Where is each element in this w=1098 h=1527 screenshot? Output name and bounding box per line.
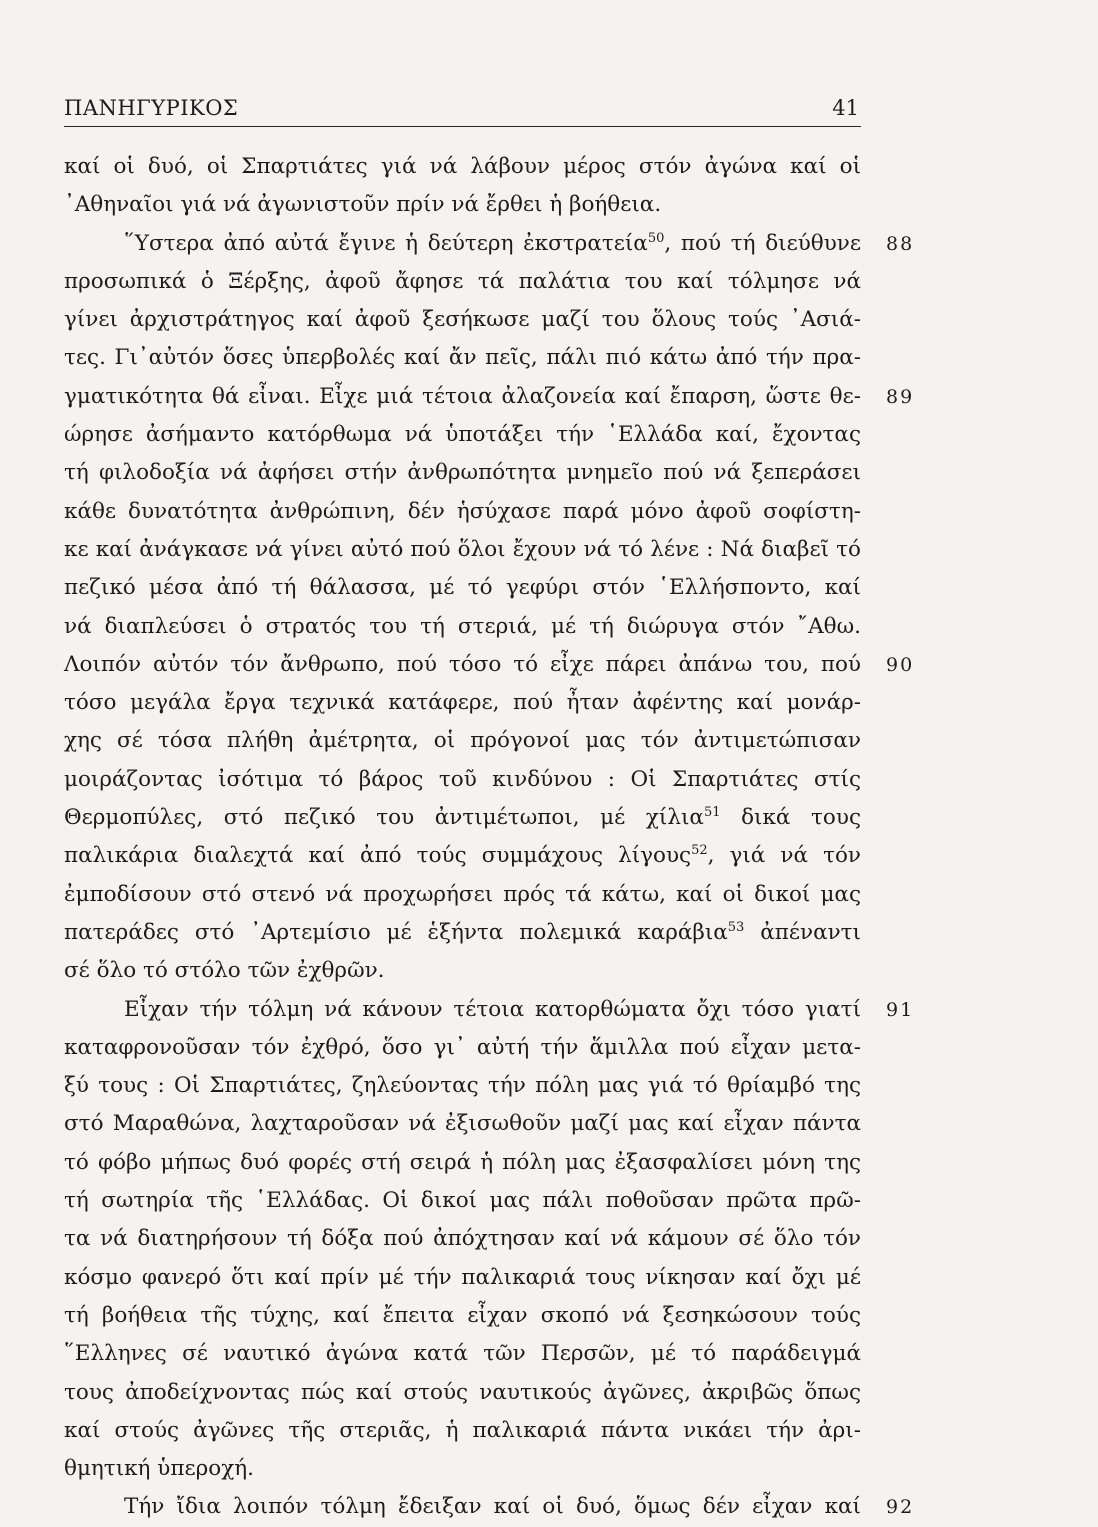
text-line xyxy=(64,301,861,339)
line-text xyxy=(64,225,861,263)
line-main-text: θμητική ὑπεροχή. xyxy=(64,1456,254,1482)
margin-section-number: 91 xyxy=(886,998,915,1021)
text-line xyxy=(64,378,915,416)
line-main-text: καί στούς ἀγῶνες τῆς στεριᾶς, ἡ παλικαριά πάντα νικάει τήν ἀρι- xyxy=(64,1417,861,1443)
text-line xyxy=(64,569,861,607)
text-line xyxy=(64,1259,861,1297)
line-text xyxy=(64,914,861,952)
line-main-text: παλικάρια διαλεχτά καί ἀπό τούς συμμάχους λίγους xyxy=(64,843,692,869)
line-main-text: ώρησε ἀσήμαντο κατόρθωμα νά ὑποτάξει τήν ῾Ελλάδα καί, ἔχοντας xyxy=(64,422,861,448)
line-text xyxy=(64,952,861,990)
line-text xyxy=(64,378,861,416)
text-line xyxy=(64,1488,915,1526)
line-continuation-text: , γιά νά τόν xyxy=(707,843,861,869)
line-main-text: ῞Υστερα ἀπό αὐτά ἔγινε ἡ δεύτερη ἐκστρατεία xyxy=(124,230,648,256)
line-text xyxy=(64,1067,861,1105)
line-main-text: τόσο μεγάλα ἔργα τεχνικά κατάφερε, πού ἦταν ἀφέντης καί μονάρ- xyxy=(64,690,861,716)
page-header xyxy=(64,92,861,127)
line-main-text: κάθε δυνατότητα ἀνθρώπινη, δέν ἡσύχασε παρά μόνο ἀφοῦ σοφίστη- xyxy=(64,498,861,524)
text-line xyxy=(64,761,861,799)
line-text xyxy=(64,684,861,722)
line-text xyxy=(64,1220,861,1258)
text-line xyxy=(64,416,861,454)
line-text xyxy=(64,1297,861,1335)
text-line xyxy=(64,837,861,875)
line-main-text: Λοιπόν αὐτόν τόν ἄνθρωπο, πού τόσο τό εἶχε πάρει ἀπάνω του, πού xyxy=(64,651,861,677)
running-title: ΠΑΝΗΓΥΡΙΚΟΣ xyxy=(64,96,239,120)
footnote-marker: 50 xyxy=(647,230,665,246)
line-main-text: κε καί ἀνάγκασε νά γίνει αὐτό πού ὅλοι ἔχουν νά τό λένε : Νά διαβεῖ τό xyxy=(64,536,861,562)
line-text xyxy=(64,1374,861,1412)
text-line xyxy=(64,608,861,646)
line-text xyxy=(64,1182,861,1220)
line-text xyxy=(64,454,861,492)
line-text xyxy=(64,186,861,224)
text-line xyxy=(64,1412,861,1450)
line-main-text: ἐμποδίσουν στό στενό νά προχωρήσει πρός τά κάτω, καί οἱ δικοί μας xyxy=(64,881,861,907)
text-line xyxy=(64,799,861,837)
line-text xyxy=(64,1412,861,1450)
line-continuation-text: δικά τους xyxy=(720,805,861,831)
line-main-text: νά διαπλεύσει ὁ στρατός του τή στεριά, μέ τή διώρυγα στόν ῎Αθω. xyxy=(64,613,861,639)
line-main-text: τό φόβο μήπως δυό φορές στή σειρά ἡ πόλη μας ἐξασφαλίσει μόνη της xyxy=(64,1149,861,1175)
line-continuation-text: ἀπέναντι xyxy=(744,919,861,945)
margin-section-number: 92 xyxy=(886,1496,915,1519)
text-line xyxy=(64,914,861,952)
line-text xyxy=(64,493,861,531)
line-text xyxy=(64,1029,861,1067)
line-main-text: καταφρονοῦσαν τόν ἐχθρό, ὅσο γι᾿ αὐτή τήν ἅμιλλα πού εἶχαν μετα- xyxy=(64,1034,861,1060)
text-line xyxy=(64,1182,861,1220)
text-line xyxy=(64,1144,861,1182)
line-main-text: πεζικό μέσα ἀπό τή θάλασσα, μέ τό γεφύρι στόν ῾Ελλήσποντο, καί xyxy=(64,575,861,601)
line-main-text: κόσμο φανερό ὅτι καί πρίν μέ τήν παλικαριά τους νίκησαν καί ὄχι μέ xyxy=(64,1264,861,1290)
text-line xyxy=(64,531,861,569)
text-line xyxy=(64,1220,861,1258)
line-main-text: προσωπικά ὁ Ξέρξης, ἀφοῦ ἄφησε τά παλάτια του καί τόλμησε νά xyxy=(64,268,861,294)
text-line xyxy=(64,1374,861,1412)
line-main-text: Τήν ἴδια λοιπόν τόλμη ἔδειξαν καί οἱ δυό, ὅμως δέν εἶχαν καί xyxy=(124,1494,861,1520)
margin-section-number: 90 xyxy=(886,653,915,676)
text-line xyxy=(64,225,915,263)
line-main-text: χης σέ τόσα πλήθη ἀμέτρητα, οἱ πρόγονοί μας τόν ἀντιμετώπισαν xyxy=(64,728,861,754)
line-text xyxy=(64,148,861,186)
text-line xyxy=(64,493,861,531)
text-line xyxy=(64,263,861,301)
line-text xyxy=(64,339,861,377)
text-line xyxy=(64,1105,861,1143)
line-text xyxy=(64,1450,861,1488)
line-text xyxy=(64,722,861,760)
line-text xyxy=(64,799,861,837)
text-line xyxy=(64,684,861,722)
footnote-marker: 53 xyxy=(727,919,745,935)
text-line xyxy=(64,722,861,760)
line-main-text: Θερμοπύλες, στό πεζικό του ἀντιμέτωποι, μέ χίλια xyxy=(64,805,704,831)
line-text xyxy=(64,1488,861,1526)
line-main-text: τους ἀποδείχνοντας πώς καί στούς ναυτικούς ἀγῶνες, ἀκριβῶς ὅπως xyxy=(64,1379,861,1405)
text-line xyxy=(64,1297,861,1335)
line-main-text: ξύ τους : Οἱ Σπαρτιάτες, ζηλεύοντας τήν πόλη μας γιά τό θρίαμβό της xyxy=(64,1073,861,1099)
line-text xyxy=(64,646,861,684)
line-main-text: ᾿Αθηναῖοι γιά νά ἀγωνιστοῦν πρίν νά ἔρθει ἡ βοήθεια. xyxy=(64,192,662,218)
line-text xyxy=(64,761,861,799)
line-text xyxy=(64,416,861,454)
line-main-text: γματικότητα θά εἶναι. Εἶχε μιά τέτοια ἀλαζονεία καί ἔπαρση, ὥστε θε- xyxy=(64,383,861,409)
text-line xyxy=(64,1029,861,1067)
line-main-text: πατεράδες στό ᾿Αρτεμίσιο μέ ἑξήντα πολεμικά καράβια xyxy=(64,919,728,945)
line-main-text: τή βοήθεια τῆς τύχης, καί ἔπειτα εἶχαν σκοπό νά ξεσηκώσουν τούς xyxy=(64,1302,861,1328)
line-main-text: τή φιλοδοξία νά ἀφήσει στήν ἀνθρωπότητα μνημεῖο πού νά ξεπεράσει xyxy=(64,460,861,486)
line-text xyxy=(64,301,861,339)
line-text xyxy=(64,1144,861,1182)
text-line xyxy=(64,991,915,1029)
line-text xyxy=(64,608,861,646)
line-text xyxy=(64,569,861,607)
text-line xyxy=(64,148,861,186)
line-main-text: ῞Ελληνες σέ ναυτικό ἀγώνα κατά τῶν Περσῶν, μέ τό παράδειγμά xyxy=(64,1341,861,1367)
line-text xyxy=(64,1105,861,1143)
line-continuation-text: , πού τή διεύθυνε xyxy=(664,230,861,256)
line-text xyxy=(64,531,861,569)
text-line xyxy=(64,952,861,990)
line-text xyxy=(64,263,861,301)
text-line xyxy=(64,876,861,914)
line-text xyxy=(64,837,861,875)
line-main-text: Εἶχαν τήν τόλμη νά κάνουν τέτοια κατορθώματα ὄχι τόσο γιατί xyxy=(124,996,861,1022)
page-number: 41 xyxy=(832,96,859,120)
margin-section-number: 88 xyxy=(886,232,915,255)
footnote-marker: 52 xyxy=(691,843,708,859)
line-main-text: γίνει ἀρχιστράτηγος καί ἀφοῦ ξεσήκωσε μαζί του ὅλους τούς ᾿Ασιά- xyxy=(64,307,861,333)
text-line xyxy=(64,454,861,492)
line-main-text: στό Μαραθώνα, λαχταροῦσαν νά ἐξισωθοῦν μαζί μας καί εἶχαν πάντα xyxy=(64,1111,861,1137)
line-text xyxy=(64,1259,861,1297)
text-line xyxy=(64,186,861,224)
line-main-text: τα νά διατηρήσουν τή δόξα πού ἀπόχτησαν καί νά κάμουν σέ ὅλο τόν xyxy=(64,1226,861,1252)
line-text xyxy=(64,1335,861,1373)
body-text xyxy=(64,148,915,1527)
text-line xyxy=(64,1335,861,1373)
line-main-text: τή σωτηρία τῆς ῾Ελλάδας. Οἱ δικοί μας πάλι ποθοῦσαν πρῶτα πρῶ- xyxy=(64,1188,861,1214)
line-main-text: τες. Γι᾿αὐτόν ὅσες ὑπερβολές καί ἄν πεῖς, πάλι πιό κάτω ἀπό τήν πρα- xyxy=(64,345,861,371)
line-main-text: σέ ὅλο τό στόλο τῶν ἐχθρῶν. xyxy=(64,958,385,984)
text-line xyxy=(64,646,915,684)
footnote-marker: 51 xyxy=(703,805,721,821)
line-main-text: μοιράζοντας ἰσότιμα τό βάρος τοῦ κινδύνου : Οἱ Σπαρτιάτες στίς xyxy=(64,766,861,792)
text-line xyxy=(64,1067,861,1105)
text-line xyxy=(64,339,861,377)
text-line xyxy=(64,1450,861,1488)
line-main-text: καί οἱ δυό, οἱ Σπαρτιάτες γιά νά λάβουν μέρος στόν ἀγώνα καί οἱ xyxy=(64,154,861,179)
line-text xyxy=(64,991,861,1029)
line-text xyxy=(64,876,861,914)
margin-section-number: 89 xyxy=(886,385,915,408)
